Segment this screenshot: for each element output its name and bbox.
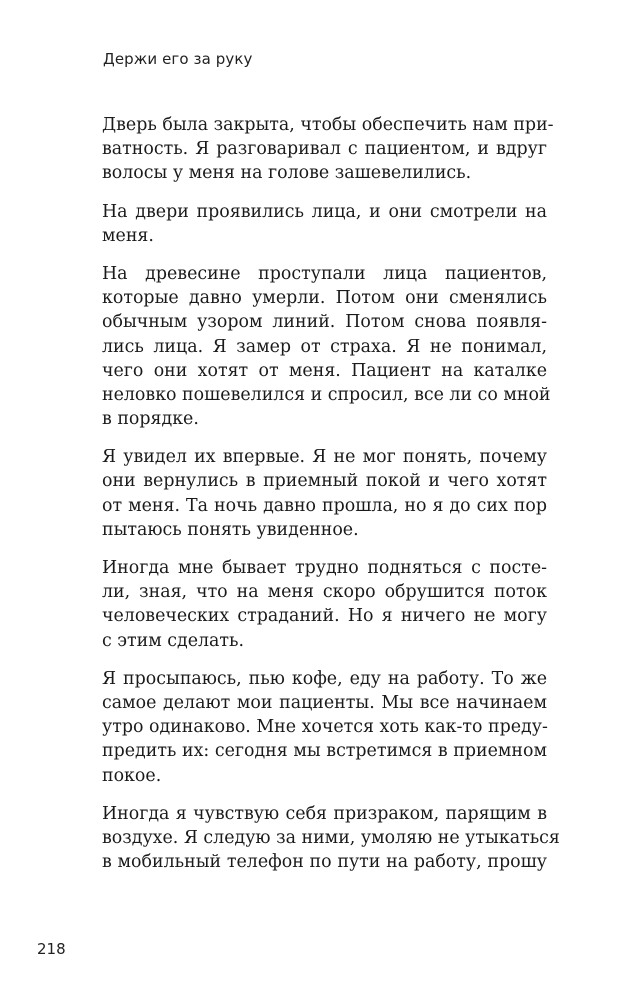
paragraph xyxy=(102,556,547,653)
text-line: самое делают мои пациенты. Мы все начинаем xyxy=(102,692,547,713)
text-line: от меня. Та ночь давно прошла, но я до сих пор xyxy=(102,495,547,516)
text-line: Я увидел их впервые. Я не мог понять, почему xyxy=(102,447,547,468)
text-line: человеческих страданий. Но я ничего не могу xyxy=(102,606,547,627)
text-line: неловко пошевелился и спросил, все ли со мной xyxy=(102,384,551,405)
paragraph xyxy=(102,445,547,542)
body-text xyxy=(102,113,560,888)
text-line: предить их: сегодня мы встретимся в приемном xyxy=(102,741,547,762)
text-line: ватность. Я разговаривал с пациентом, и вдруг xyxy=(102,139,547,160)
paragraph xyxy=(102,200,547,248)
text-line: в мобильный телефон по пути на работу, прошу xyxy=(102,852,547,873)
text-line: которые давно умерли. Потом они сменялись xyxy=(102,288,547,309)
paragraph xyxy=(102,667,547,788)
text-line: пытаюсь понять увиденное. xyxy=(102,519,359,540)
text-line: Дверь была закрыта, чтобы обеспечить нам при- xyxy=(102,115,554,135)
page-number: 218 xyxy=(37,940,66,958)
text-line: они вернулись в приемный покой и чего хотят xyxy=(102,471,547,492)
paragraph xyxy=(102,113,554,186)
text-line: воздухе. Я следую за ними, умоляю не утыкаться xyxy=(102,827,560,848)
paragraph xyxy=(102,262,551,431)
text-line: Иногда мне бывает трудно подняться с посте- xyxy=(102,558,547,578)
text-line: чего они хотят от меня. Пациент на каталке xyxy=(102,360,547,381)
paragraph xyxy=(102,802,560,875)
text-line: покое. xyxy=(102,765,162,786)
text-line: Иногда я чувствую себя призраком, парящим в xyxy=(102,803,547,824)
text-line: На древесине проступали лица пациентов, xyxy=(102,263,547,284)
text-line: в порядке. xyxy=(102,409,199,430)
text-line: На двери проявились лица, и они смотрели на xyxy=(102,201,547,222)
text-line: меня. xyxy=(102,225,154,246)
text-line: волосы у меня на голове зашевелились. xyxy=(102,163,472,184)
text-line: с этим сделать. xyxy=(102,630,245,651)
text-line: обычным узором линий. Потом снова появля- xyxy=(102,312,547,333)
text-line: ли, зная, что на меня скоро обрушится поток xyxy=(102,582,547,603)
text-line: лись лица. Я замер от страха. Я не понимал, xyxy=(102,336,547,357)
running-header: Держи его за руку xyxy=(103,50,253,68)
text-line: утро одинаково. Мне хочется хоть как-то преду- xyxy=(102,717,548,738)
text-line: Я просыпаюсь, пью кофе, еду на работу. То же xyxy=(102,668,547,689)
